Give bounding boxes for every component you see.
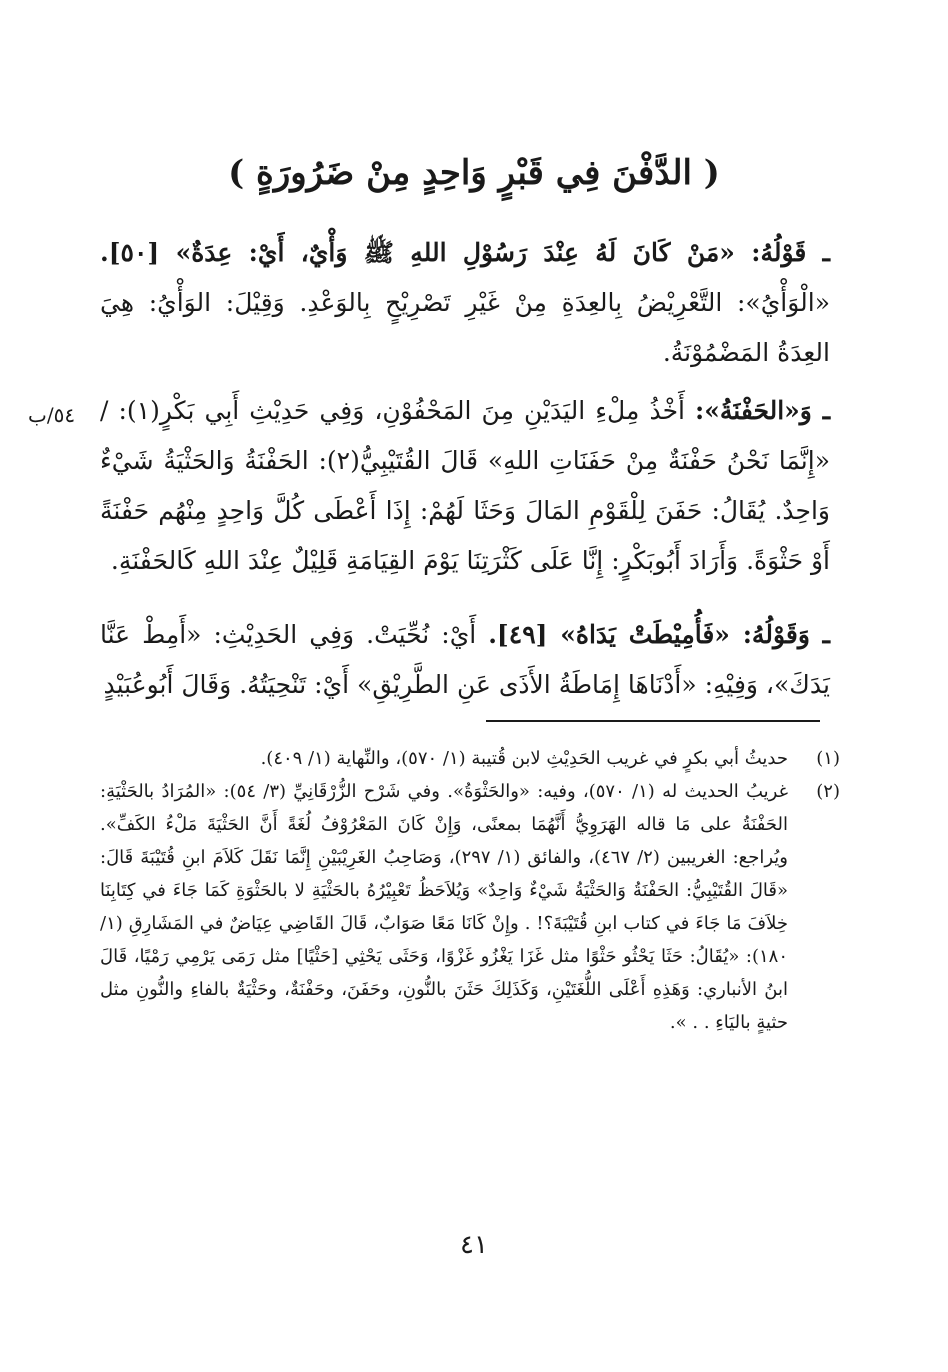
footnote-number: (١) (816, 748, 840, 769)
paragraph-text: أَخْذُ مِلْءِ اليَدَيْنِ مِنَ المَحْفُوْنِ، وَفِي حَدِيْثِ أَبِي بَكْرٍ(١): / «إِنَّمَا نَحْنُ حَفْنَةٌ مِنْ حَفَنَاتِ اللهِ» قَالَ القُتَيْبِيُّ(٢): الحَفْنَةُ وَالحَثْيَةُ شَيْءٌ وَاحِدٌ. يُقَالُ: حَفَنَ لِلْقَوْمِ المَالَ وَحَثَا لَهُمْ: إِذَا أَعْطَى كُلَّ وَاحِدٍ مِنْهُم حَفْنَةً أَوْ حَثْوَةً. وَأَرَادَ أَبُوبَكْرٍ: إِنَّا عَلَى كَثْرَتِنَا يَوْمَ القِيَامَةِ قَلِيْلٌ عِنْدَ اللهِ كَالحَفْنَةِ. (100, 396, 830, 575)
paragraph-text: «الْوَأْيُ»: التَّعْرِيْضُ بِالعِدَةِ مِنْ غَيْرِ تَصْرِيْحٍ بِالوَعْدِ. وَقِيْلَ: الوَأْيُ: هِيَ العِدَةُ المَضْمُوْنَةُ. (100, 288, 830, 367)
paragraph-1 (100, 228, 830, 378)
paragraph-2 (100, 386, 830, 586)
paragraph-text: أَيْ: نُحِّيَتْ. وَفِي الحَدِيْثِ: «أَمِطْ عَنَّا يَدَكَ»، وَفِيْهِ: «أَدْنَاهَا إِمَاطَةُ الأَذَى عَنِ الطَّرِيْقِ» أَيْ: تَنْحِيَتُهُ. وَقَالَ أَبُوعُبَيْدٍ (100, 620, 830, 699)
paragraph-lead: ـ وَ«الحَفْنَةُ»: (695, 396, 831, 425)
footnote-separator (486, 720, 820, 722)
paragraph-lead: ـ وَقَوْلُهُ: «فَأُمِيْطَتْ يَدَاهُ» [٤٩]. (488, 620, 830, 649)
footnote-number: (٢) (816, 781, 840, 802)
footnote-text: غريبُ الحديث له (١/ ٥٧٠)، وفيه: «والحَثْوَةُ». وفي شَرْح الزُّرْقَانِيِّ (٣/ ٥٤): «المُرَادُ بالحَثْيَةِ: الحَفْنَةُ على مَا قاله الهَرَوِيُّ أَنَّهُمَا بمعنًى، وَإِنْ كَانَ المَعْرُوْفُ لُغَةً أَنَّ الحَثْيَةَ مَلْءُ الكَفِّ». ويُراجع: الغريبين (٢/ ٤٦٧)، والفائق (١/ ٢٩٧)، وَصَاحِبُ الغَرِيْبَيْنِ إِنَّمَا نَقَلَ كَلاَمَ ابنِ قُتَيْبَةَ قَالَ: «قَالَ القُتَيْبِيُّ: الحَفْنَةُ وَالحَثْيَةُ شَيْءٌ وَاحِدٌ» وَيُلاَحَظُ تَعْبِيْرُهُ بالحَثْيَةِ لا بالحَثْوَةِ كَمَا جَاءَ في كِتَابِنَا خِلاَفَ مَا جَاءَ في كتاب ابنِ قُتَيْبَةَ؟! . وإِنْ كَانَا مَعًا صَوَابٌ، قَالَ القَاضِي عِيَاضٌ في المَشَارِقِ (١/ ١٨٠): «يُقَالُ: حَثَا يَحْثُو حَثْوًا مثل غَزَا يَغْزُو غَزْوًا، وَحَثَى يَحْثِي [حَثْيًا] مثل رَمَى يَرْمِي رَمْيًا، قَالَ ابنُ الأنباري: وَهَذِهِ أَعْلَى اللُّغَتَيْنِ، وَكَذَلِكَ حَثَنَ بالنُّونِ، وحَفَنَ، وحَفْنَةٌ، وحَثْيَةٌ بالفاءِ والنُّونِ مثل حثيةٍ باليَاءِ . . ». (100, 781, 789, 1033)
footnote-1 (100, 742, 840, 775)
footnote-2 (100, 775, 840, 1039)
marginal-folio-note: ٥٤/ب (28, 403, 76, 427)
paragraph-lead: ـ قَوْلُهُ: «مَنْ كَانَ لَهُ عِنْدَ رَسُوْلِ اللهِ ﷺ وَأْيٌ، أَيْ: عِدَةٌ» [٥٠]. (100, 238, 830, 267)
footnotes (100, 742, 840, 1039)
paragraph-3 (100, 610, 830, 710)
section-title: ( الدَّفْنَ فِي قَبْرٍ وَاحِدٍ مِنْ ضَرُورَةٍ ) (228, 153, 720, 193)
page-number: ٤١ (460, 1230, 488, 1260)
footnote-text: حديثُ أبي بكرٍ في غريب الحَدِيْثِ لابن قُتيبة (١/ ٥٧٠)، والنِّهاية (١/ ٤٠٩). (260, 748, 788, 769)
